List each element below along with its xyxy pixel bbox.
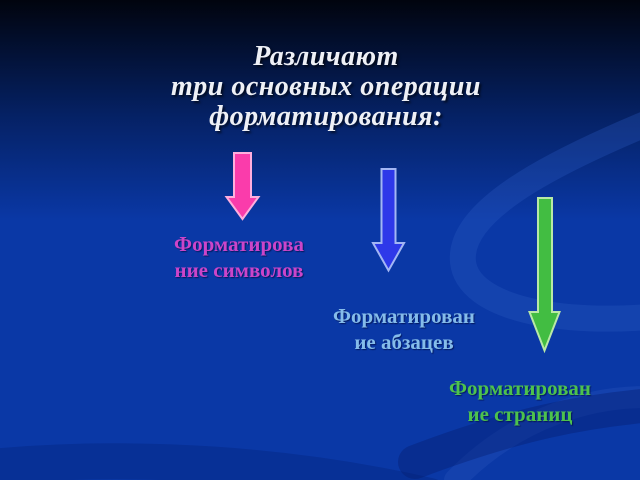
slide-title bbox=[6, 42, 640, 132]
title-line-2: три основных операции bbox=[170, 71, 482, 102]
label-line: ние символов bbox=[174, 258, 304, 282]
label-paragraph-formatting bbox=[302, 303, 506, 355]
title-line-1: Различают bbox=[253, 41, 399, 72]
label-line: Форматирова bbox=[174, 232, 304, 256]
swirl-shadow-band-left bbox=[0, 461, 430, 480]
pink-down-arrow-icon bbox=[227, 153, 259, 219]
label-line: ие страниц bbox=[467, 402, 573, 426]
label-line: ие абзацев bbox=[354, 330, 454, 354]
label-line: Форматирован bbox=[448, 376, 592, 400]
label-line: Форматирован bbox=[332, 304, 476, 328]
label-character-formatting bbox=[140, 231, 338, 283]
title-line-3: форматирования: bbox=[209, 101, 443, 132]
label-page-formatting bbox=[417, 375, 623, 427]
blue-down-arrow-icon bbox=[373, 169, 404, 271]
